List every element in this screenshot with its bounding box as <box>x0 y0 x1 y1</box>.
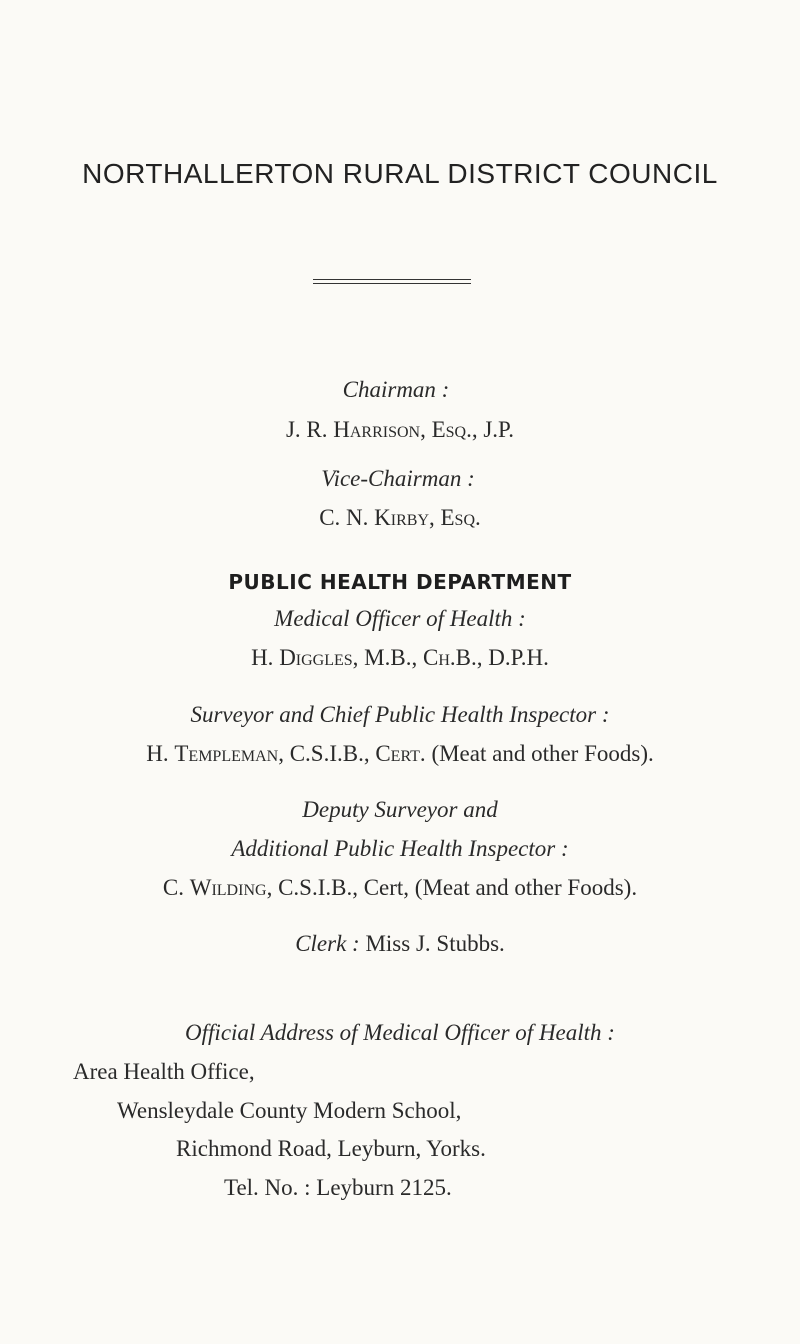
address-label: Official Address of Medical Officer of Health : <box>185 1020 615 1045</box>
vice-chairman-name <box>0 506 800 529</box>
deputy-name <box>0 876 800 899</box>
surveyor-initial: H. <box>146 741 175 766</box>
deputy-label-line2: Additional Public Health Inspector : <box>231 836 569 861</box>
department-heading: PUBLIC HEALTH DEPARTMENT <box>228 570 572 594</box>
clerk-label: Clerk : <box>295 931 360 956</box>
chairman-name <box>0 418 800 441</box>
rule-line-top <box>313 279 471 280</box>
chairman-initials: J. R. <box>285 417 334 442</box>
address-line-4: Tel. No. : Leyburn 2125. <box>224 1175 452 1200</box>
clerk-line <box>0 932 800 955</box>
surveyor-name <box>0 742 800 765</box>
vice-chairman-initials: C. N. <box>319 505 375 530</box>
deputy-label-line1: Deputy Surveyor and <box>302 797 498 822</box>
moh-name <box>0 646 800 669</box>
surveyor-suffix: (Meat and other Foods). <box>425 741 654 766</box>
address-line-3: Richmond Road, Leyburn, Yorks. <box>176 1136 486 1161</box>
clerk-name: Miss J. Stubbs. <box>359 931 505 956</box>
rule-line-bottom <box>313 283 471 284</box>
deputy-surname: Wilding <box>189 875 267 900</box>
surveyor-surname-qualifications: Templeman, C.S.I.B., Cert. <box>174 741 426 766</box>
chairman-suffix: , J.P. <box>471 417 515 442</box>
moh-label: Medical Officer of Health : <box>274 606 526 631</box>
address-line-2: Wensleydale County Modern School, <box>117 1098 462 1123</box>
vice-chairman-label: Vice-Chairman : <box>321 466 475 491</box>
council-title: NORTHALLERTON RURAL DISTRICT COUNCIL <box>82 158 718 189</box>
deputy-initial: C. <box>162 875 190 900</box>
chairman-label: Chairman : <box>342 377 450 402</box>
chairman-surname: Harrison, Esq. <box>333 417 472 442</box>
surveyor-label: Surveyor and Chief Public Health Inspector : <box>190 702 610 727</box>
deputy-suffix: , C.S.I.B., Cert, (Meat and other Foods). <box>266 875 638 900</box>
moh-surname-qualifications: Diggles, M.B., Ch.B., D.P.H. <box>279 645 549 670</box>
vice-chairman-surname: Kirby, Esq. <box>374 505 481 530</box>
moh-initial: H. <box>251 645 280 670</box>
address-line-1: Area Health Office, <box>73 1059 255 1084</box>
